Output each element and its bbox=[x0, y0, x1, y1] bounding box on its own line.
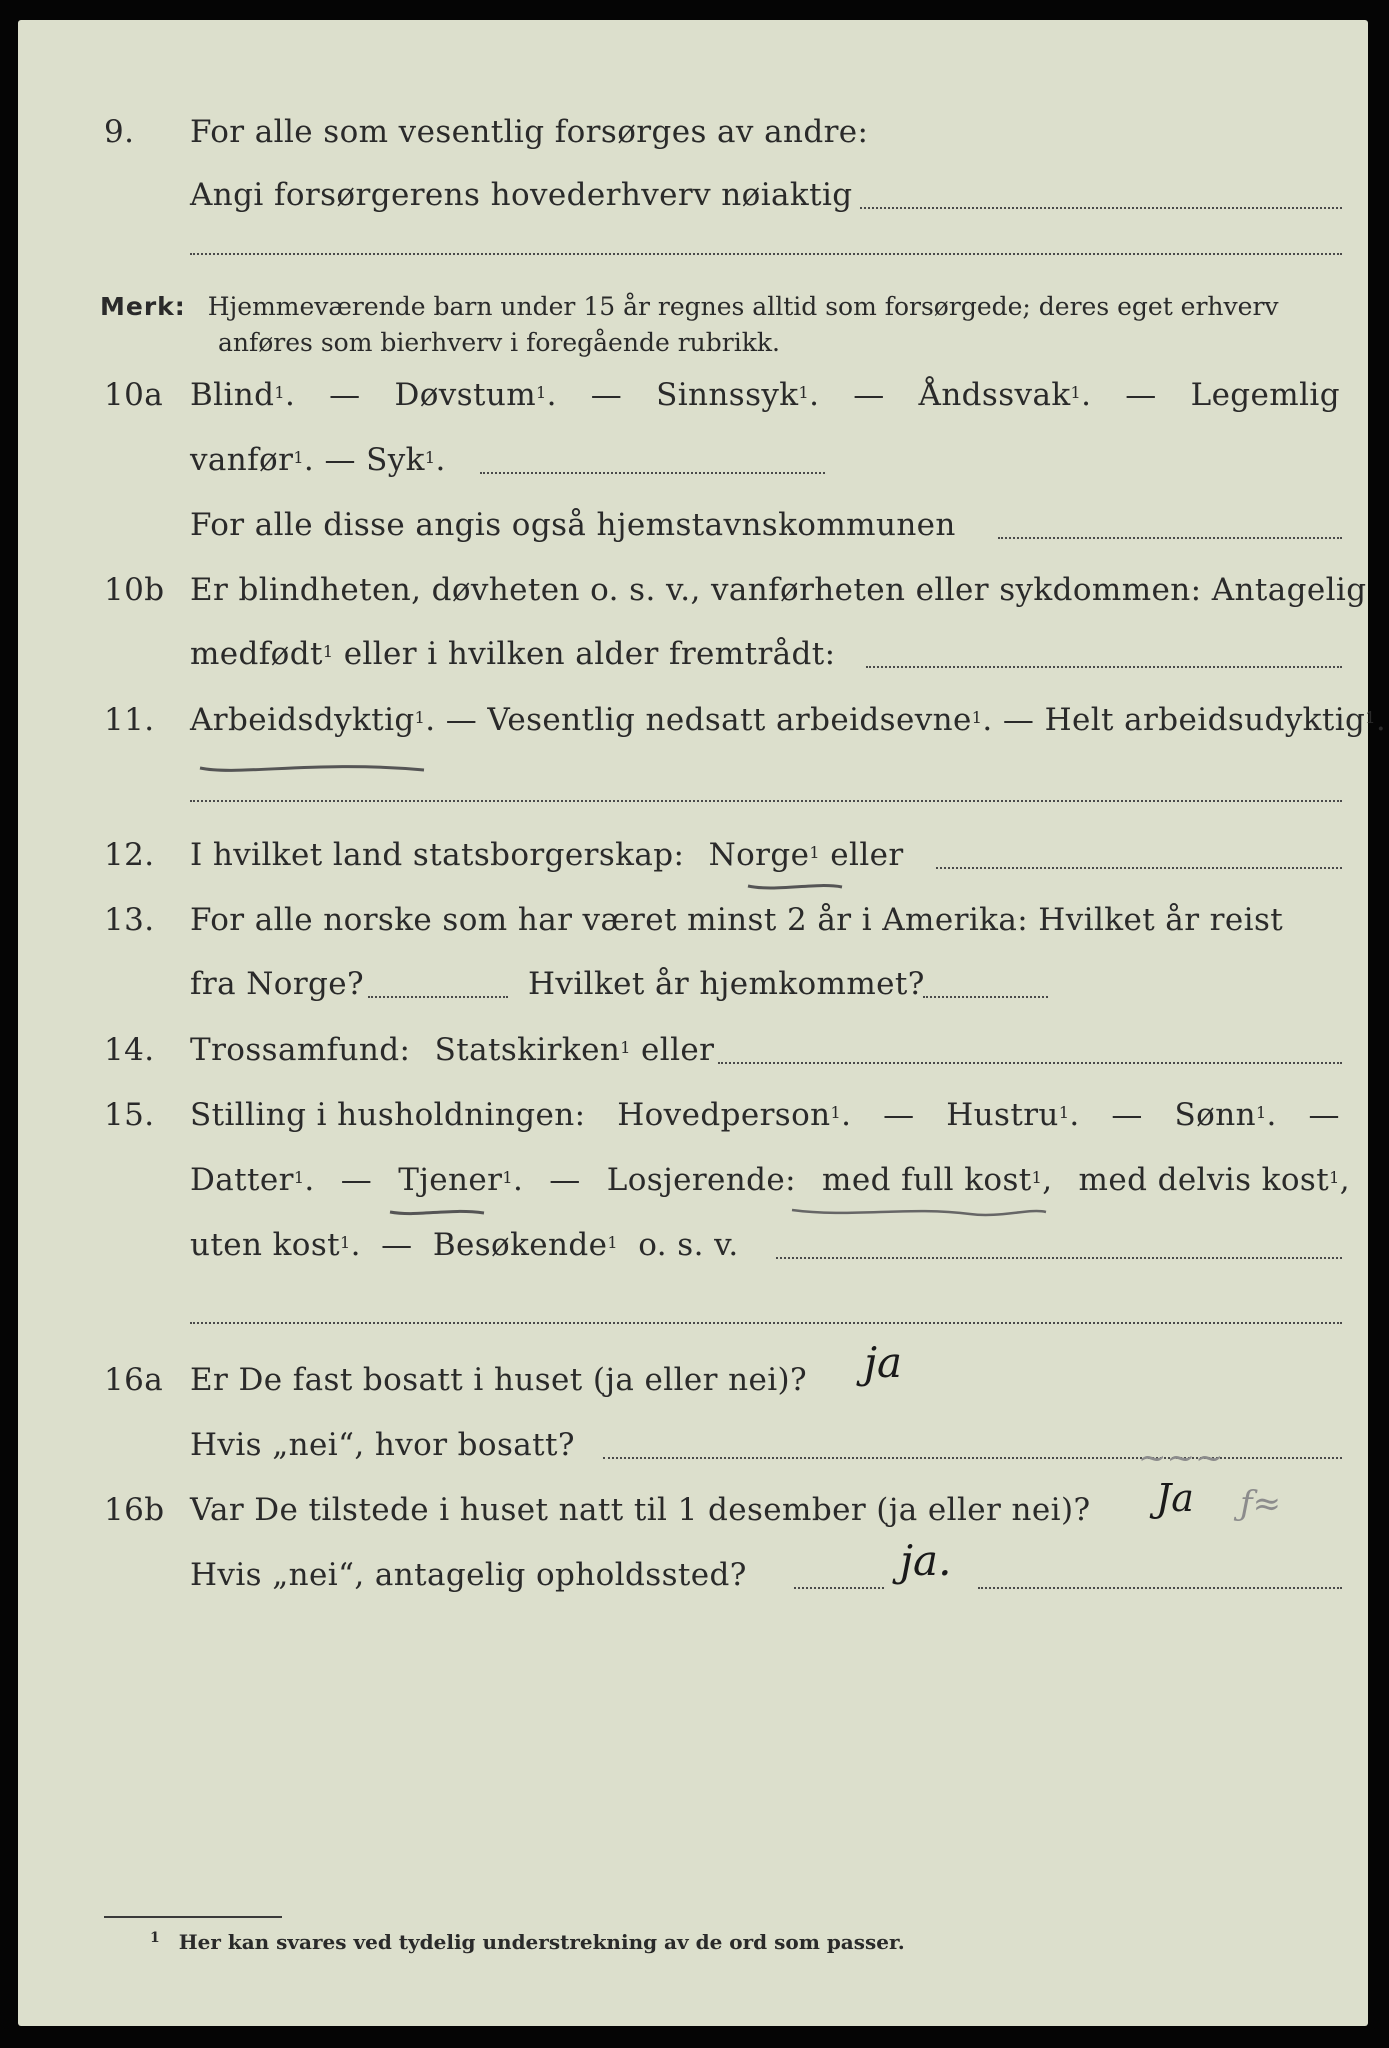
footnote-rule bbox=[104, 1916, 282, 1918]
question-number: 16a bbox=[104, 1362, 164, 1398]
question-number: 15. bbox=[104, 1097, 155, 1133]
option-tjener[interactable]: Tjener$^1$. bbox=[398, 1162, 524, 1198]
option-delvis-kost[interactable]: med delvis kost$^1$, bbox=[1078, 1162, 1350, 1198]
option-datter[interactable]: Datter$^1$. bbox=[190, 1162, 315, 1198]
question-number: 10b bbox=[104, 572, 165, 608]
option-andssvak[interactable]: Åndssvak$^1$. bbox=[918, 377, 1092, 413]
question-number: 13. bbox=[104, 902, 155, 938]
answer-line[interactable] bbox=[860, 207, 1342, 209]
handwritten-answer-16b-place[interactable]: ja. bbox=[900, 1536, 952, 1585]
answer-line[interactable] bbox=[190, 253, 1342, 255]
question-text: Hvis „nei“, antagelig opholdssted? bbox=[190, 1557, 747, 1593]
option-full-kost[interactable]: med full kost$^1$, bbox=[822, 1162, 1053, 1198]
question-text: Er blindheten, døvheten o. s. v., vanførheten eller sykdommen: Antagelig bbox=[190, 572, 1367, 608]
note-text: Hjemmeværende barn under 15 år regnes alltid som forsørgede; deres eget erhverv bbox=[207, 292, 1279, 321]
option-legemlig[interactable]: Legemlig bbox=[1190, 377, 1340, 413]
answer-line[interactable] bbox=[866, 666, 1342, 668]
option-norge[interactable]: Norge$^1$ bbox=[708, 837, 820, 873]
option-arbeidsudyktig[interactable]: Helt arbeidsudyktig$^1$. bbox=[1044, 702, 1387, 738]
option-sinnssyk[interactable]: Sinnssyk$^1$. bbox=[656, 377, 820, 413]
note-label: Merk: bbox=[100, 292, 186, 321]
answer-line[interactable] bbox=[480, 472, 825, 474]
option-besokende[interactable]: Besøkende$^1$ bbox=[432, 1227, 618, 1263]
answer-line[interactable] bbox=[190, 800, 1342, 802]
footnote: $^1$ Her kan svares ved tydelig understrekning av de ord som passer. bbox=[150, 1930, 905, 1954]
answer-line[interactable] bbox=[603, 1457, 1342, 1459]
question-text: For alle som vesentlig forsørges av andre: bbox=[190, 114, 869, 150]
census-form-page: 9. For alle som vesentlig forsørges av andre: Angi forsørgerens hovederhverv nøiaktig Merk: Hjemmeværende barn under 15 år regnes alltid som forsørgede; deres eget erhverv anføres som bierhverv i foregående rubrikk. 10a Blind$^1$. — Døvstum$^1$. — Sinnssyk$^1$. — Åndssvak$^1$. — Legemlig vanfør$^1$. — Syk$^1$. For alle disse angis også hjemstavnskommunen 10b Er blindheten, døvheten o. s. v., vanførheten eller sykdommen: Antagelig medfødt$^1$ eller i hvilken alder fremtrådt: 11. Arbeidsdyktig$^1$. — Vesentlig nedsatt arbeidsevne$^1$. — Helt arbeidsudyktig$^1$. 12. I hvilket land statsborgerskap: Norge$^1$ eller 13. For alle norske som har været minst 2 år i Amerika: Hvilket år reist fra Norge? Hvilket år hjemkommet? 14. Trossamfund: Statskirken$^1$ eller 15. Stilling i husholdningen: Hovedperson$^1$. — Hustru$^1$. — Sønn$^1$. — Datter$^1$. — Tjener$^1$. — Losjerende: med full kost$^1$, med delvis kost$^1$, uten kost$^1$. — Besøkende$^1$ o. s. v. 16a Er De fast bosatt i huset (ja eller nei)? ja Hvis „nei“, hvor bosatt? ~~~ 16b Var De tilstede i huset natt til 1 desember (ja eller nei)? Ja ƒ≈ Hvis „nei“, antagelig opholdssted? ja. $^1$ Her kan svares ved tydelig understrekning av de ord som passer. bbox=[18, 20, 1368, 2026]
answer-line[interactable] bbox=[936, 867, 1342, 869]
question-text: For alle disse angis også hjemstavnskommunen bbox=[190, 507, 956, 543]
handwritten-answer-16b[interactable]: Ja bbox=[1156, 1476, 1194, 1520]
question-number: 14. bbox=[104, 1032, 155, 1068]
question-number: 12. bbox=[104, 837, 155, 873]
option-arbeidsdyktig[interactable]: Arbeidsdyktig$^1$. bbox=[190, 702, 436, 738]
option-statskirken[interactable]: Statskirken$^1$ bbox=[434, 1032, 631, 1068]
handwritten-underline bbox=[746, 878, 846, 894]
question-text: Angi forsørgerens hovederhverv nøiaktig bbox=[190, 177, 853, 213]
question-number: 11. bbox=[104, 702, 155, 738]
question-number: 10a bbox=[104, 377, 164, 413]
option-hustru[interactable]: Hustru$^1$. bbox=[946, 1097, 1080, 1133]
answer-line[interactable] bbox=[190, 1322, 1342, 1324]
question-number: 9. bbox=[104, 114, 135, 150]
option-uten-kost[interactable]: uten kost$^1$. bbox=[190, 1227, 361, 1263]
option-blind[interactable]: Blind$^1$. bbox=[190, 377, 296, 413]
note-merk-line2 bbox=[218, 326, 780, 360]
question-text: Hvilket år hjemkommet? bbox=[528, 966, 925, 1002]
handwritten-answer-16a[interactable]: ja bbox=[864, 1338, 903, 1387]
answer-line[interactable] bbox=[718, 1062, 1342, 1064]
handwritten-underline bbox=[790, 1202, 1050, 1222]
option-hovedperson[interactable]: Hovedperson$^1$. bbox=[617, 1097, 852, 1133]
answer-line[interactable] bbox=[998, 537, 1342, 539]
note-text: anføres som bierhverv i foregående rubrikk. bbox=[218, 328, 780, 357]
option-vanfor[interactable]: vanfør$^1$. bbox=[190, 442, 315, 478]
answer-line[interactable] bbox=[923, 996, 1048, 998]
crossed-out-mark: ƒ≈ bbox=[1240, 1484, 1282, 1524]
question-text: Hvis „nei“, hvor bosatt? bbox=[190, 1427, 575, 1463]
option-nedsatt[interactable]: Vesentlig nedsatt arbeidsevne$^1$. bbox=[487, 702, 993, 738]
answer-line[interactable] bbox=[368, 996, 508, 998]
option-sonn[interactable]: Sønn$^1$. bbox=[1174, 1097, 1277, 1133]
answer-line[interactable] bbox=[776, 1257, 1342, 1259]
question-text: Var De tilstede i huset natt til 1 desember (ja eller nei)? bbox=[190, 1492, 1091, 1528]
handwritten-underline bbox=[198, 756, 428, 778]
note-merk bbox=[100, 290, 1350, 324]
option-dovstum[interactable]: Døvstum$^1$. bbox=[394, 377, 557, 413]
question-text: For alle norske som har været minst 2 år i Amerika: Hvilket år reist bbox=[190, 902, 1284, 938]
option-syk[interactable]: Syk$^1$. bbox=[366, 442, 446, 478]
answer-line[interactable] bbox=[794, 1587, 884, 1589]
question-number: 16b bbox=[104, 1492, 165, 1528]
question-text: Er De fast bosatt i huset (ja eller nei)? bbox=[190, 1362, 808, 1398]
crossed-out-mark: ~~~ bbox=[1138, 1438, 1224, 1478]
handwritten-underline bbox=[388, 1204, 488, 1220]
question-text: fra Norge? bbox=[190, 966, 365, 1002]
answer-line[interactable] bbox=[978, 1587, 1342, 1589]
